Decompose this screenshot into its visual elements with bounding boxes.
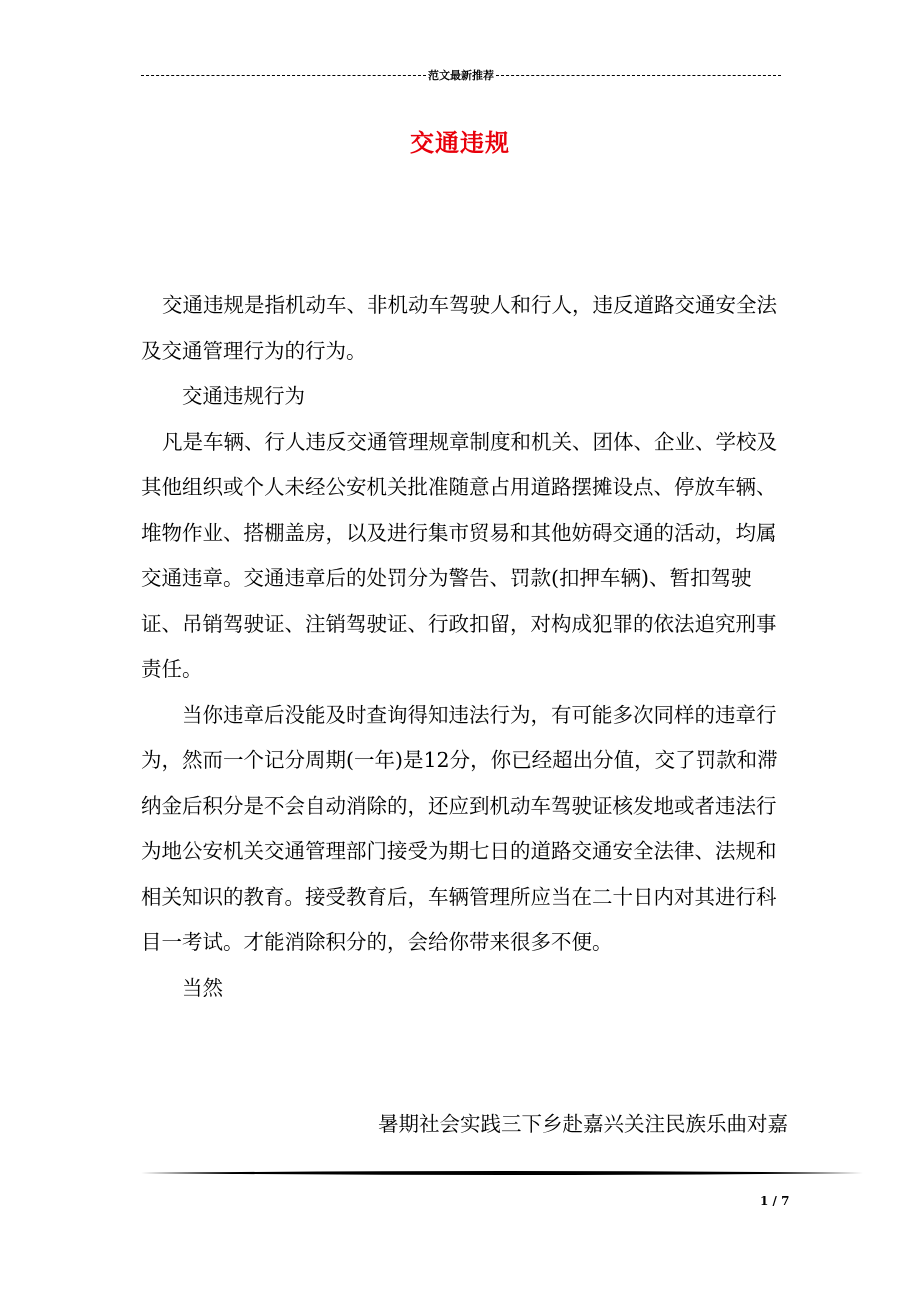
header-dash-right (496, 75, 781, 76)
paragraph-definition: 交通违规是指机动车、非机动车驾驶人和行人，违反道路交通安全法及交通管理行为的行为。 (141, 293, 777, 363)
header-label: 范文最新推荐 (428, 69, 494, 82)
page-number: 1 / 7 (760, 1194, 790, 1208)
header-line (141, 66, 781, 84)
document-title: 交通违规 (410, 128, 510, 157)
paragraph-penalty-points: 当你违章后没能及时查询得知违法行为，有可能多次同样的违章行为，然而一个记分周期(一年)是12分，你已经超出分值，交了罚款和滞纳金后积分是不会自动消除的，还应到机动车驾驶证核发地或者违法行为地公安机关交通管理部门接受为期七日的道路交通安全法律、法规和相关知识的教育。接受教育后，车辆管理所应当在二十日内对其进行科目一考试。才能消除积分的，会给你带来很多不便。 (141, 702, 778, 954)
document-body (141, 283, 783, 1011)
paragraph-subheading: 交通违规行为 (182, 384, 305, 408)
paragraph-closing: 当然 (182, 975, 223, 1000)
paragraph-violations: 凡是车辆、行人违反交通管理规章制度和机关、团体、企业、学校及其他组织或个人未经公安机关批准随意占用道路摆摊设点、停放车辆、堆物作业、搭棚盖房，以及进行集市贸易和其他妨碍交通的活动，均属交通违章。交通违章后的处罚分为警告、罚款(扣押车辆)、暂扣驾驶证、吊销驾驶证、注销驾驶证、行政扣留，对构成犯罪的依法追究刑事责任。 (141, 429, 777, 681)
footer-related-title: 暑期社会实践三下乡赴嘉兴关注民族乐曲对嘉 (378, 1112, 788, 1136)
header-dash-left (141, 75, 426, 76)
footer-rule (141, 1170, 863, 1176)
